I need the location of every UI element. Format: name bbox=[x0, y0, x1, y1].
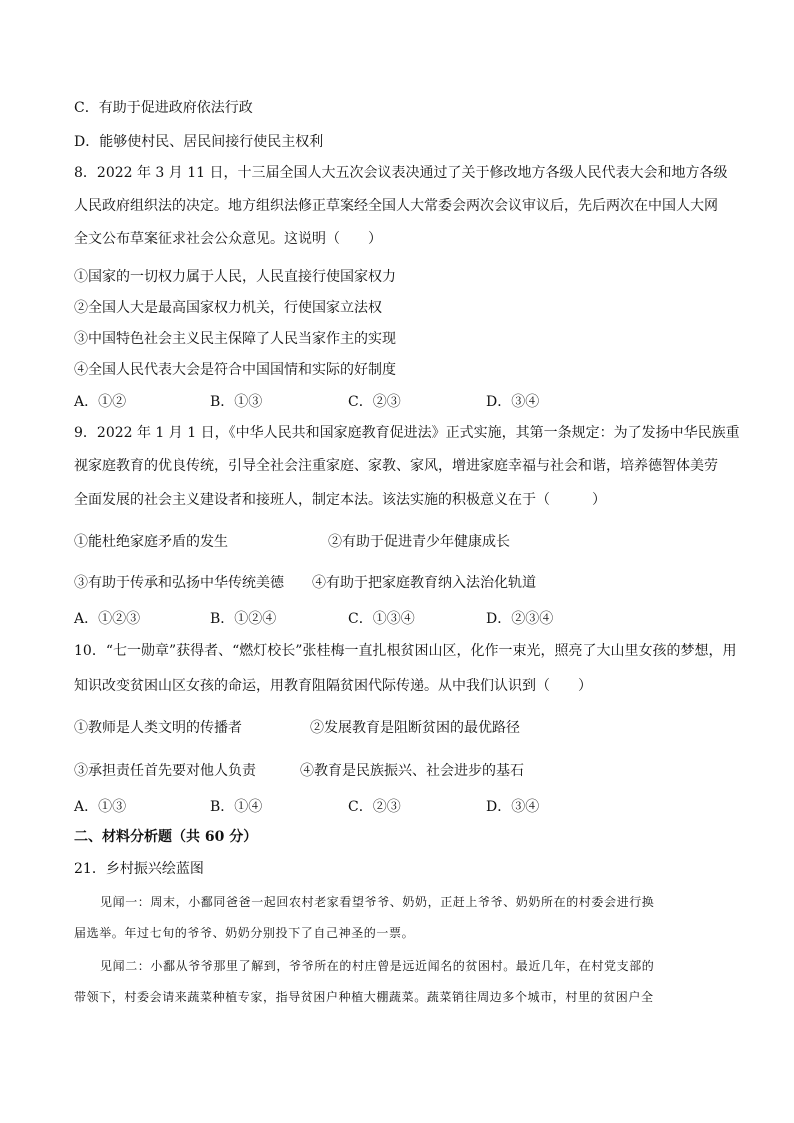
q10-option-b: B．①④ bbox=[210, 799, 263, 815]
q9-option-a: A．①②③ bbox=[74, 611, 141, 627]
q9-statement-2: ②有助于促进青少年健康成长 bbox=[328, 534, 510, 550]
q9-statement-4: ④有助于把家庭教育纳入法治化轨道 bbox=[312, 575, 536, 591]
q8-statement-1: ①国家的一切权力属于人民，人民直接行使国家权力 bbox=[74, 269, 396, 285]
q10-statement-4: ④教育是民族振兴、社会进步的基石 bbox=[300, 763, 524, 779]
material-line-4: 带领下，村委会请来蔬菜种植专家，指导贫困户种植大棚蔬菜。蔬菜销往周边多个城市，村里的贫困户全 bbox=[74, 990, 654, 1004]
q10-stem-line-2: 知识改变贫困山区女孩的命运，用教育阻隔贫困代际传递。从中我们认识到（ ） bbox=[74, 678, 592, 694]
q10-statement-3: ③承担责任首先要对他人负责 bbox=[74, 763, 256, 779]
q9-stem-line-3: 全面发展的社会主义建设者和接班人，制定本法。该法实施的积极意义在于（ ） bbox=[74, 492, 606, 508]
section-heading: 二、材料分析题（共 60 分） bbox=[74, 829, 258, 845]
q10-option-d: D．③④ bbox=[486, 799, 540, 815]
material-line-1: 见闻一：周末，小鄱同爸爸一起回农村老家看望爷爷、奶奶，正赶上爷爷、奶奶所在的村委会进行换 bbox=[100, 895, 655, 909]
q9-stem-line-2: 视家庭教育的优良传统，引导全社会注重家庭、家教、家风，增进家庭幸福与社会和谐，培养德智体美劳 bbox=[74, 458, 718, 474]
prev-option-d: D．能够使村民、居民间接行使民主权利 bbox=[74, 134, 324, 150]
q8-stem-line-3: 全文公布草案征求社会公众意见。这说明（ ） bbox=[74, 231, 382, 247]
material-line-3: 见闻二：小鄱从爷爷那里了解到，爷爷所在的村庄曾是远近闻名的贫困村。最近几年，在村党支部的 bbox=[100, 959, 655, 973]
q8-option-d: D．③④ bbox=[486, 394, 540, 410]
q10-stem-line-1: 10．“七一勋章”获得者、“燃灯校长”张桂梅一直扎根贫困山区，化作一束光，照亮了大山里女孩的梦想，用 bbox=[74, 643, 737, 659]
q8-stem-line-1: 8．2022 年 3 月 11 日，十三届全国人大五次会议表决通过了关于修改地方各级人民代表大会和地方各级 bbox=[74, 165, 728, 181]
q10-statement-1: ①教师是人类文明的传播者 bbox=[74, 720, 242, 736]
q21-title: 21．乡村振兴绘蓝图 bbox=[74, 861, 204, 877]
q9-statement-1: ①能杜绝家庭矛盾的发生 bbox=[74, 534, 228, 550]
q9-stem-line-1: 9．2022 年 1 月 1 日，《中华人民共和国家庭教育促进法》正式实施，其第一条规定：为了发扬中华民族重 bbox=[74, 425, 740, 441]
q8-statement-3: ③中国特色社会主义民主保障了人民当家作主的实现 bbox=[74, 331, 396, 347]
q10-option-a: A．①③ bbox=[74, 799, 127, 815]
q8-option-b: B．①③ bbox=[210, 394, 263, 410]
q9-statement-3: ③有助于传承和弘扬中华传统美德 bbox=[74, 575, 284, 591]
q8-statement-4: ④全国人民代表大会是符合中国国情和实际的好制度 bbox=[74, 362, 396, 378]
prev-option-c: C．有助于促进政府依法行政 bbox=[74, 100, 253, 116]
q8-option-a: A．①② bbox=[74, 394, 127, 410]
q8-option-c: C．②③ bbox=[348, 394, 401, 410]
q10-option-c: C．②③ bbox=[348, 799, 401, 815]
q10-statement-2: ②发展教育是阻断贫困的最优路径 bbox=[310, 720, 520, 736]
q8-statement-2: ②全国人大是最高国家权力机关，行使国家立法权 bbox=[74, 300, 382, 316]
q9-option-b: B．①②④ bbox=[210, 611, 277, 627]
q9-option-d: D．②③④ bbox=[486, 611, 554, 627]
q9-option-c: C．①③④ bbox=[348, 611, 415, 627]
material-line-2: 届选举。年过七旬的爷爷、奶奶分别投下了自己神圣的一票。 bbox=[74, 926, 415, 940]
q8-stem-line-2: 人民政府组织法的决定。地方组织法修正草案经全国人大常委会两次会议审议后，先后两次在中国人大网 bbox=[74, 198, 718, 214]
